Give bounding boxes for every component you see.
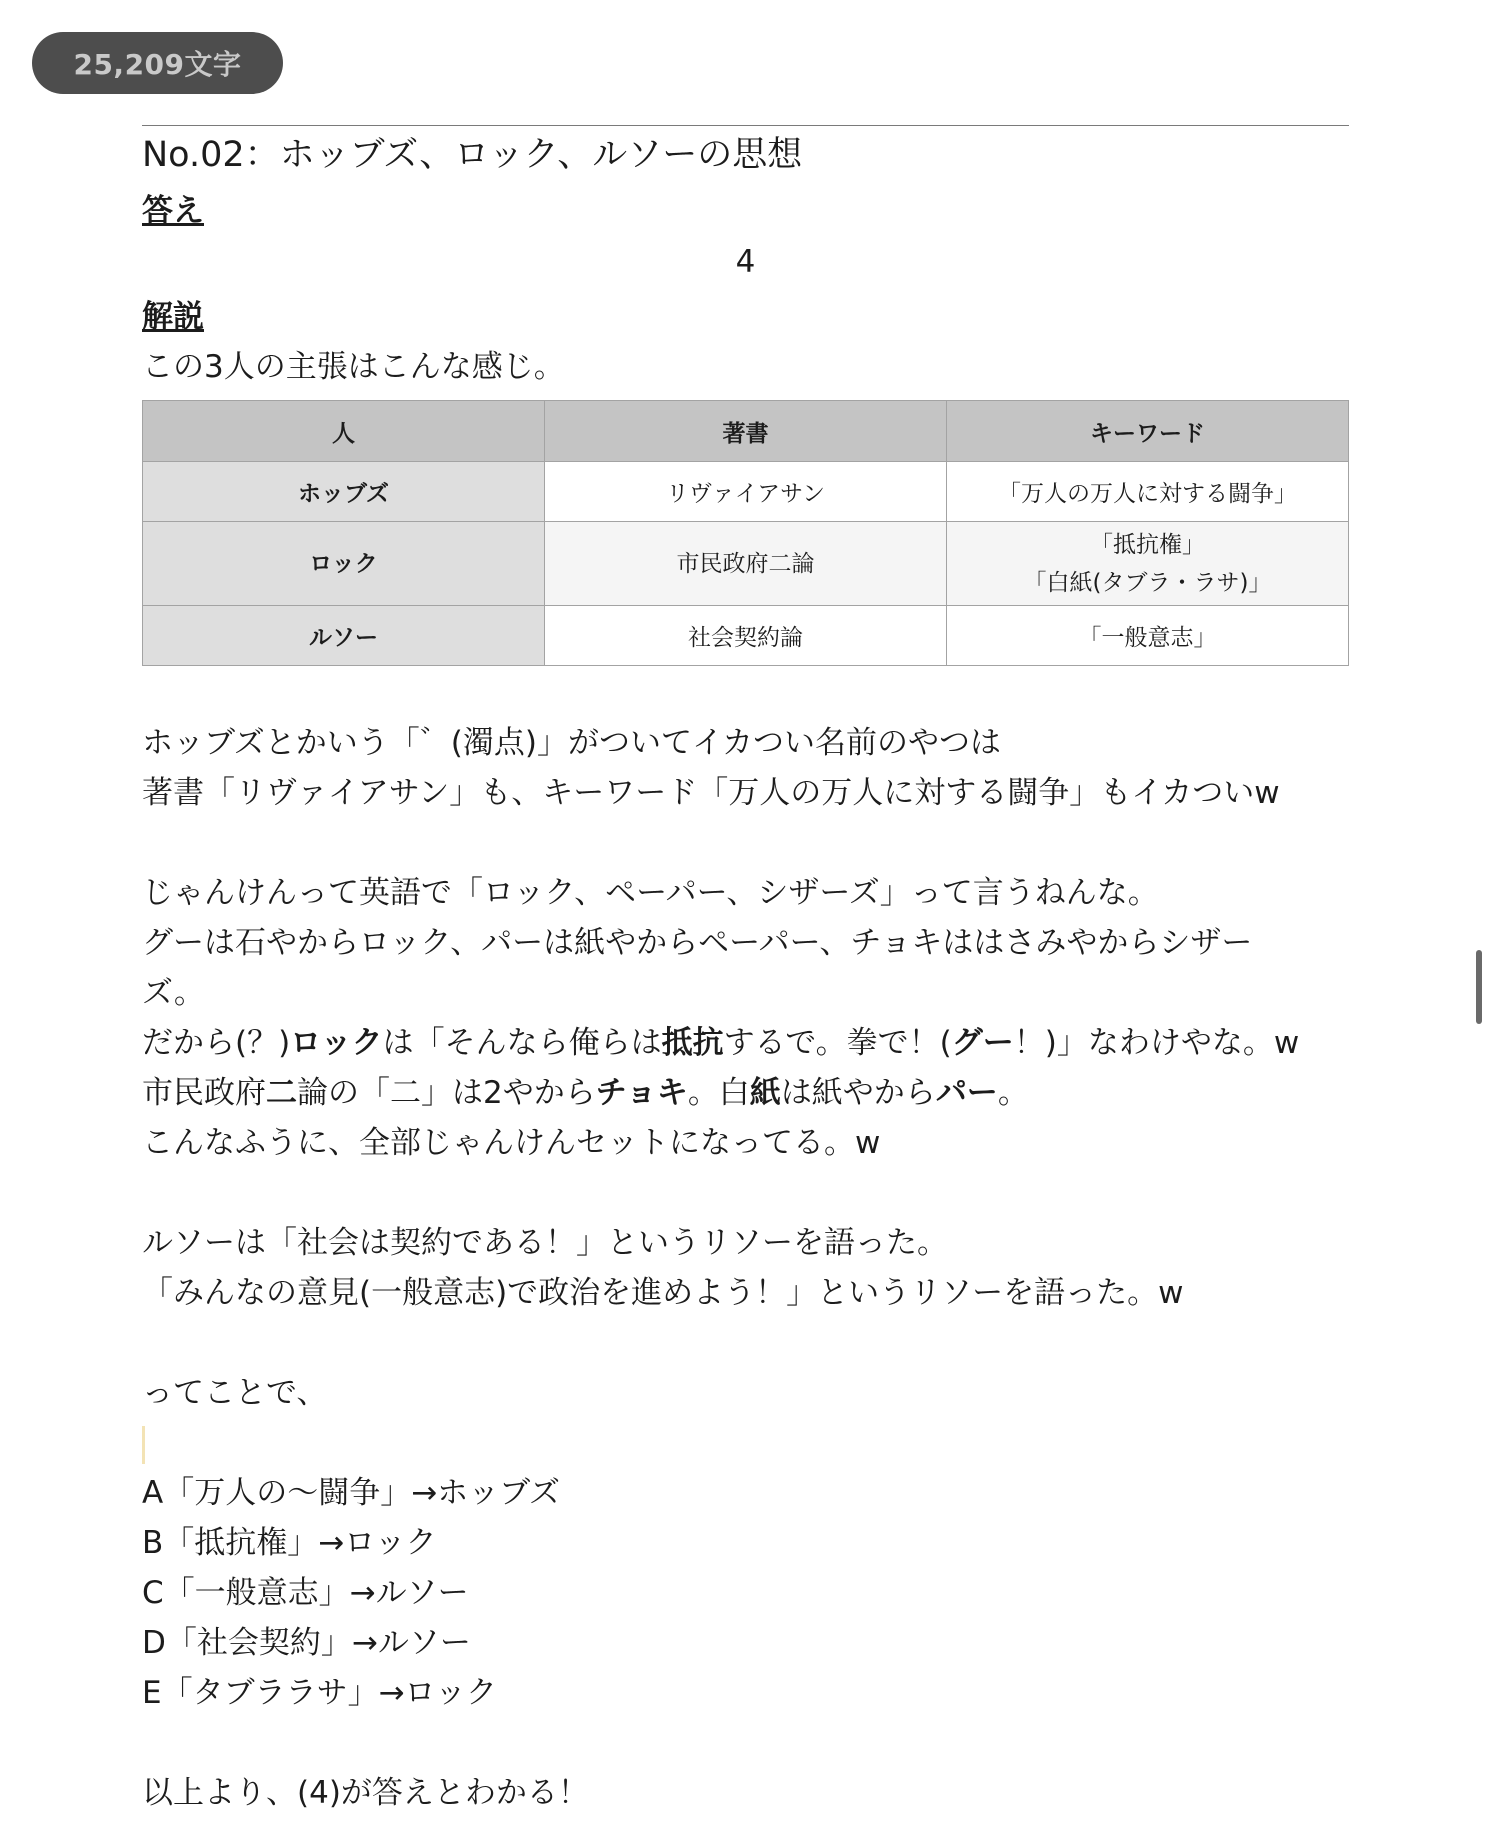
paragraph-line bbox=[142, 1018, 1349, 1068]
bold-text: チョキ bbox=[595, 1075, 688, 1111]
book-cell: 市民政府二論 bbox=[545, 522, 947, 606]
text-run: グーは石やからロック、パーは紙やからペーパー、チョキははさみやからシザー bbox=[142, 925, 1253, 961]
person-cell: ホッブズ bbox=[143, 462, 545, 522]
bold-text: 抵抗 bbox=[661, 1025, 724, 1061]
choice-c: C「一般意志」→ルソー bbox=[142, 1575, 469, 1611]
header-person: 人 bbox=[143, 401, 545, 462]
text-run: 論の「二」は2やから bbox=[297, 1075, 596, 1111]
text-run: は「そんなら俺らは bbox=[382, 1025, 662, 1061]
text-run: は紙やから bbox=[780, 1075, 936, 1111]
explanation-heading: 解説 bbox=[142, 299, 204, 335]
table-row bbox=[143, 462, 1349, 522]
paragraph-line: ホッブズとかいう「゛(濁点)」がついてイカつい名前のやつは bbox=[142, 725, 1002, 761]
keyword-line: 「一般意志」 bbox=[1078, 625, 1217, 651]
document-body bbox=[142, 125, 1349, 1818]
thinkers-table bbox=[142, 400, 1349, 666]
keyword-line: 「万人の万人に対する闘争」 bbox=[998, 481, 1297, 507]
bold-text: パー bbox=[935, 1075, 998, 1111]
answer-heading: 答え bbox=[142, 193, 204, 229]
table-row bbox=[143, 606, 1349, 666]
text-run: 。白 bbox=[687, 1075, 750, 1111]
keyword-cell bbox=[947, 462, 1349, 522]
conclusion-text: 以上より、(4)が答えとわかる！ bbox=[142, 1775, 589, 1811]
keyword-line: 「白紙(タブラ・ラサ)」 bbox=[1023, 569, 1272, 596]
paragraph-line: ってことで、 bbox=[142, 1375, 328, 1411]
choice-b: B「抵抗権」→ロック bbox=[142, 1525, 437, 1561]
header-book: 著書 bbox=[545, 401, 947, 462]
paragraph-line bbox=[142, 868, 1349, 918]
rps-paragraph bbox=[142, 868, 1349, 1168]
choice-a: A「万人の〜闘争」→ホッブズ bbox=[142, 1475, 560, 1511]
text-cursor bbox=[142, 1426, 145, 1464]
text-run: 。 bbox=[997, 1075, 1029, 1111]
intro-text: この3人の主張はこんな感じ。 bbox=[142, 349, 565, 385]
paragraph-line: 著書「リヴァイアサン」も、キーワード「万人の万人に対する闘争」もイカついw bbox=[142, 775, 1280, 811]
scroll-indicator[interactable] bbox=[1476, 950, 1482, 1024]
header-keyword: キーワード bbox=[947, 401, 1349, 462]
text-run: ズ。 bbox=[142, 975, 205, 1011]
paragraph-line bbox=[142, 968, 1349, 1018]
person-cell: ロック bbox=[143, 522, 545, 606]
paragraph-line: ルソーは「社会は契約である！」というリソーを語った。 bbox=[142, 1225, 948, 1261]
keyword-cell bbox=[947, 606, 1349, 666]
paragraph-line: 「みんなの意見(一般意志)で政治を進めよう！」というリソーを語った。w bbox=[142, 1275, 1184, 1311]
person-cell: ルソー bbox=[143, 606, 545, 666]
text-run: じゃんけんって英語で「ロック、ペーパー、シザーズ」って言うねんな。 bbox=[142, 875, 1159, 911]
text-run: するで。拳で！( bbox=[723, 1025, 952, 1061]
table-row bbox=[143, 522, 1349, 606]
bold-text: ロック bbox=[290, 1025, 383, 1061]
choice-d: D「社会契約」→ルソー bbox=[142, 1625, 471, 1661]
bold-text: 紙 bbox=[749, 1075, 781, 1111]
keyword-cell bbox=[947, 522, 1349, 606]
answer-value: 4 bbox=[735, 244, 756, 280]
text-run: ！)」なわけやな。w bbox=[1013, 1025, 1300, 1061]
keyword-line: 「抵抗権」 bbox=[1090, 531, 1205, 558]
word-count-badge[interactable]: 25,209文字 bbox=[32, 32, 283, 94]
bold-text: 二 bbox=[266, 1075, 297, 1111]
text-run: こんなふうに、全部じゃんけんセットになってる。w bbox=[142, 1125, 881, 1161]
text-cursor-line[interactable] bbox=[142, 1418, 1349, 1468]
paragraph-line bbox=[142, 918, 1349, 968]
choice-e: E「タブララサ」→ロック bbox=[142, 1675, 497, 1711]
bold-text: グー bbox=[951, 1025, 1014, 1061]
text-run: 市民政府 bbox=[142, 1075, 266, 1111]
paragraph-line bbox=[142, 1118, 1349, 1168]
paragraph-line bbox=[142, 1068, 1349, 1118]
table-header-row bbox=[143, 401, 1349, 462]
document-title: No.02：ホッブズ、ロック、ルソーの思想 bbox=[142, 135, 803, 175]
text-run: だから(？) bbox=[142, 1025, 291, 1061]
book-cell: リヴァイアサン bbox=[545, 462, 947, 522]
book-cell: 社会契約論 bbox=[545, 606, 947, 666]
horizontal-rule bbox=[142, 125, 1349, 126]
